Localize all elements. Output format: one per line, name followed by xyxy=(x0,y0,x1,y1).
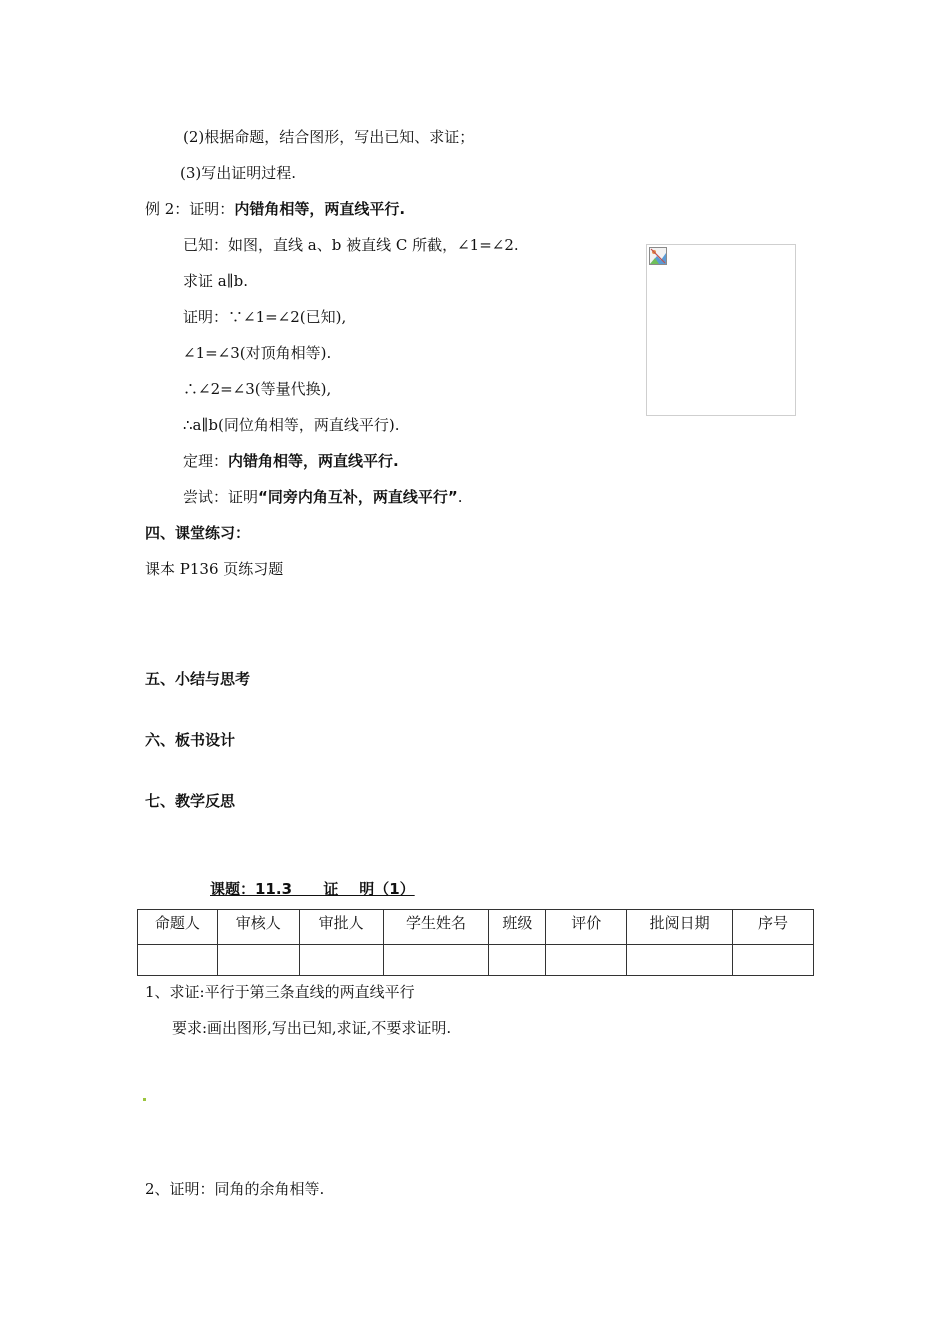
given-text: 已知：如图，直线 a、b 被直线 C 所截，∠1=∠2. xyxy=(183,236,519,254)
try-line xyxy=(183,487,463,507)
question-1-requirement: 要求:画出图形,写出已知,求证,不要求证明. xyxy=(172,1019,452,1037)
figure-image-placeholder xyxy=(646,244,796,416)
theorem-prefix: 定理： xyxy=(183,452,229,470)
section-6-heading: 六、板书设计 xyxy=(145,731,236,749)
info-table xyxy=(137,909,814,976)
question-2: 2、证明：同角的余角相等. xyxy=(145,1180,325,1198)
example-2-prefix: 例 2：证明： xyxy=(145,200,235,218)
header-class: 班级 xyxy=(489,910,546,945)
question-1: 1、求证:平行于第三条直线的两直线平行 xyxy=(145,983,415,1001)
cell-reviewer[interactable] xyxy=(217,945,299,976)
proof-line-2: ∠1=∠3(对顶角相等). xyxy=(183,344,332,362)
header-approver: 审批人 xyxy=(299,910,383,945)
stray-mark xyxy=(143,1098,146,1101)
proof-line-4: ∴a∥b(同位角相等，两直线平行). xyxy=(183,416,400,434)
try-prefix: 尝试：证明 xyxy=(183,488,259,506)
cell-approver[interactable] xyxy=(299,945,383,976)
broken-image-icon xyxy=(649,247,667,265)
header-evaluation: 评价 xyxy=(546,910,627,945)
try-suffix: . xyxy=(457,488,463,506)
step-2-text: (2)根据命题，结合图形，写出已知、求证； xyxy=(183,128,475,146)
cell-evaluation[interactable] xyxy=(546,945,627,976)
header-reviewer: 审核人 xyxy=(217,910,299,945)
proof-line-3: ∴∠2=∠3(等量代换), xyxy=(183,380,332,398)
section-7-heading: 七、教学反思 xyxy=(145,792,236,810)
theorem-line xyxy=(183,451,399,471)
cell-student-name[interactable] xyxy=(383,945,489,976)
theorem-statement: 内错角相等，两直线平行. xyxy=(228,452,399,470)
step-3-text: (3)写出证明过程. xyxy=(180,164,297,182)
example-2-heading xyxy=(145,199,405,219)
cell-setter[interactable] xyxy=(138,945,218,976)
try-statement: “同旁内角互补，两直线平行” xyxy=(258,488,458,506)
example-2-statement: 内错角相等，两直线平行. xyxy=(234,200,406,218)
section-4-text: 课本 P136 页练习题 xyxy=(145,560,284,578)
cell-serial-number[interactable] xyxy=(733,945,814,976)
cell-review-date[interactable] xyxy=(627,945,733,976)
header-setter: 命题人 xyxy=(138,910,218,945)
worksheet-title: 课题：11.3 证 明（1） xyxy=(210,880,415,898)
proof-line-1: 证明：∵∠1=∠2(已知), xyxy=(183,308,347,326)
header-serial-number: 序号 xyxy=(733,910,814,945)
section-5-heading: 五、小结与思考 xyxy=(145,670,251,688)
section-4-heading: 四、课堂练习： xyxy=(145,524,251,542)
cell-class[interactable] xyxy=(489,945,546,976)
header-student-name: 学生姓名 xyxy=(383,910,489,945)
prove-text: 求证 a∥b. xyxy=(183,272,249,290)
header-review-date: 批阅日期 xyxy=(627,910,733,945)
